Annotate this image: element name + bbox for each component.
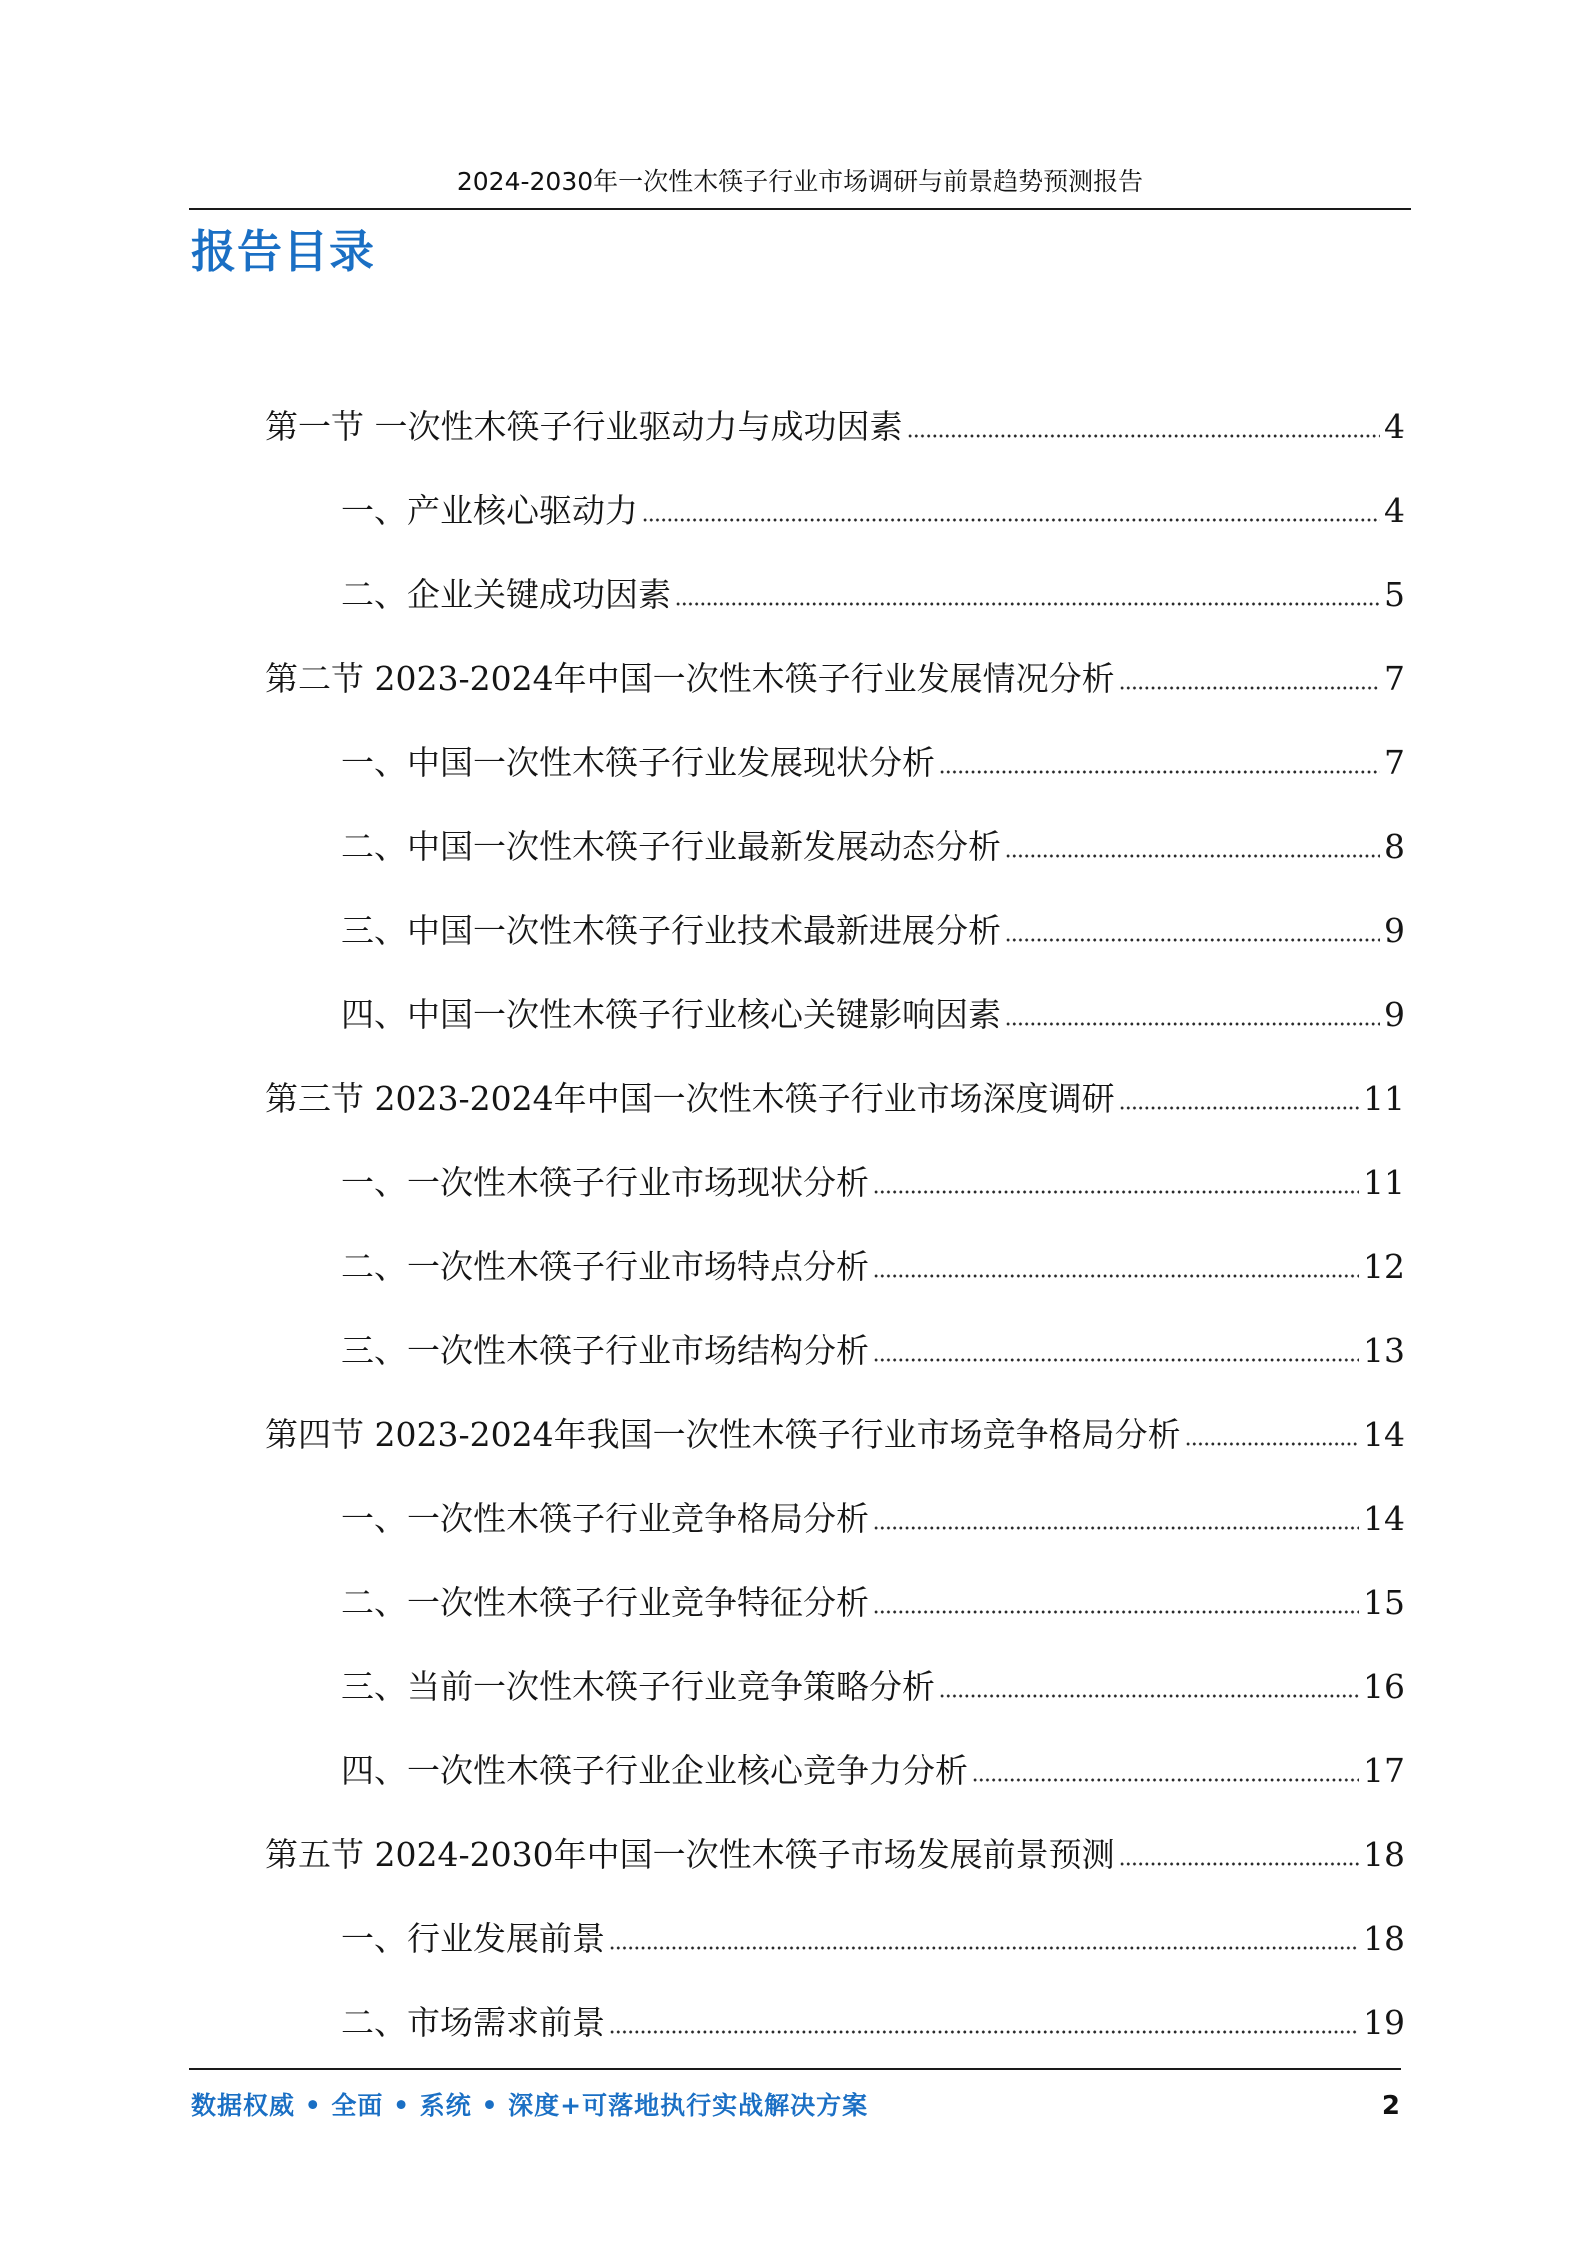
- toc-subsection-4-3[interactable]: [341, 1664, 1405, 1710]
- toc-subsection-2-3[interactable]: [341, 908, 1405, 954]
- toc-entry-label: 第三节 2023-2024年中国一次性木筷子行业市场深度调研: [265, 1079, 1115, 1118]
- toc-entry-label: 三、当前一次性木筷子行业竞争策略分析: [341, 1667, 935, 1706]
- footer-slogan: 数据权威 • 全面 • 系统 • 深度+可落地执行实战解决方案: [191, 2091, 869, 2120]
- dot-leader: [1119, 684, 1380, 692]
- toc-entry-label: 二、中国一次性木筷子行业最新发展动态分析: [341, 827, 1001, 866]
- dot-leader: [873, 1524, 1359, 1532]
- toc-entry-page: 9: [1384, 995, 1405, 1034]
- dot-leader: [609, 1944, 1359, 1952]
- dot-leader: [1005, 936, 1380, 944]
- toc-entry-page: 17: [1363, 1751, 1405, 1790]
- toc-section-2[interactable]: [265, 656, 1405, 702]
- dot-leader: [1005, 1020, 1380, 1028]
- toc-section-1[interactable]: [265, 404, 1405, 450]
- toc-entry-label: 二、企业关键成功因素: [341, 575, 671, 614]
- toc-entry-page: 14: [1363, 1499, 1405, 1538]
- toc-entry-page: 4: [1384, 491, 1405, 530]
- toc-entry-page: 19: [1363, 2003, 1405, 2042]
- dot-leader: [1185, 1440, 1359, 1448]
- toc-entry-label: 二、一次性木筷子行业市场特点分析: [341, 1247, 869, 1286]
- toc-entry-page: 18: [1363, 1919, 1405, 1958]
- toc-entry-label: 一、行业发展前景: [341, 1919, 605, 1958]
- toc-subsection-4-1[interactable]: [341, 1496, 1405, 1542]
- dot-leader: [1005, 852, 1380, 860]
- toc-entry-page: 16: [1363, 1667, 1405, 1706]
- toc-subsection-3-2[interactable]: [341, 1244, 1405, 1290]
- toc-entry-label: 三、一次性木筷子行业市场结构分析: [341, 1331, 869, 1370]
- toc-entry-label: 四、中国一次性木筷子行业核心关键影响因素: [341, 995, 1001, 1034]
- toc-entry-label: 二、一次性木筷子行业竞争特征分析: [341, 1583, 869, 1622]
- toc-entry-label: 第五节 2024-2030年中国一次性木筷子市场发展前景预测: [265, 1835, 1115, 1874]
- toc-entry-page: 11: [1363, 1163, 1405, 1202]
- toc-entry-page: 7: [1384, 659, 1405, 698]
- report-title: 2024-2030年一次性木筷子行业市场调研与前景趋势预测报告: [456, 167, 1144, 196]
- toc-entry-page: 12: [1363, 1247, 1405, 1286]
- toc-subsection-4-4[interactable]: [341, 1748, 1405, 1794]
- toc-subsection-2-4[interactable]: [341, 992, 1405, 1038]
- dot-leader: [642, 516, 1380, 524]
- dot-leader: [873, 1356, 1359, 1364]
- dot-leader: [675, 600, 1380, 608]
- toc-entry-page: 8: [1384, 827, 1405, 866]
- toc-entry-page: 9: [1384, 911, 1405, 950]
- toc-entry-label: 一、一次性木筷子行业市场现状分析: [341, 1163, 869, 1202]
- toc-entry-page: 11: [1363, 1079, 1405, 1118]
- footer-divider: [189, 2068, 1401, 2070]
- toc-entry-page: 4: [1384, 407, 1405, 446]
- toc-entry-label: 第二节 2023-2024年中国一次性木筷子行业发展情况分析: [265, 659, 1115, 698]
- toc-entry-label: 一、一次性木筷子行业竞争格局分析: [341, 1499, 869, 1538]
- toc-subsection-1-2[interactable]: [341, 572, 1405, 618]
- toc-section-5[interactable]: [265, 1832, 1405, 1878]
- toc-subsection-5-1[interactable]: [341, 1916, 1405, 1962]
- toc-entry-label: 三、中国一次性木筷子行业技术最新进展分析: [341, 911, 1001, 950]
- toc-entry-label: 一、中国一次性木筷子行业发展现状分析: [341, 743, 935, 782]
- dot-leader: [939, 768, 1380, 776]
- toc-entry-label: 二、市场需求前景: [341, 2003, 605, 2042]
- dot-leader: [873, 1608, 1359, 1616]
- dot-leader: [609, 2028, 1359, 2036]
- dot-leader: [1119, 1104, 1359, 1112]
- toc-entry-page: 13: [1363, 1331, 1405, 1370]
- toc-subsection-2-2[interactable]: [341, 824, 1405, 870]
- toc-subsection-4-2[interactable]: [341, 1580, 1405, 1626]
- dot-leader: [939, 1692, 1359, 1700]
- page-number: 2: [1381, 2091, 1400, 2121]
- toc-entry-page: 18: [1363, 1835, 1405, 1874]
- dot-leader: [972, 1776, 1359, 1784]
- toc-entry-label: 第一节 一次性木筷子行业驱动力与成功因素: [265, 407, 903, 446]
- toc-entry-label: 四、一次性木筷子行业企业核心竞争力分析: [341, 1751, 968, 1790]
- toc-subsection-2-1[interactable]: [341, 740, 1405, 786]
- toc-entry-page: 7: [1384, 743, 1405, 782]
- toc-subsection-3-1[interactable]: [341, 1160, 1405, 1206]
- toc-entry-page: 14: [1363, 1415, 1405, 1454]
- toc-subsection-3-3[interactable]: [341, 1328, 1405, 1374]
- dot-leader: [873, 1188, 1359, 1196]
- toc-section-4[interactable]: [265, 1412, 1405, 1458]
- toc-subsection-1-1[interactable]: [341, 488, 1405, 534]
- toc-entry-page: 15: [1363, 1583, 1405, 1622]
- dot-leader: [873, 1272, 1359, 1280]
- toc-entry-page: 5: [1384, 575, 1405, 614]
- toc-subsection-5-2[interactable]: [341, 2000, 1405, 2046]
- toc-heading: 报告目录: [191, 225, 376, 278]
- toc-entry-label: 一、产业核心驱动力: [341, 491, 638, 530]
- dot-leader: [907, 432, 1381, 440]
- toc-entry-label: 第四节 2023-2024年我国一次性木筷子行业市场竞争格局分析: [265, 1415, 1181, 1454]
- dot-leader: [1119, 1860, 1359, 1868]
- toc-section-3[interactable]: [265, 1076, 1405, 1122]
